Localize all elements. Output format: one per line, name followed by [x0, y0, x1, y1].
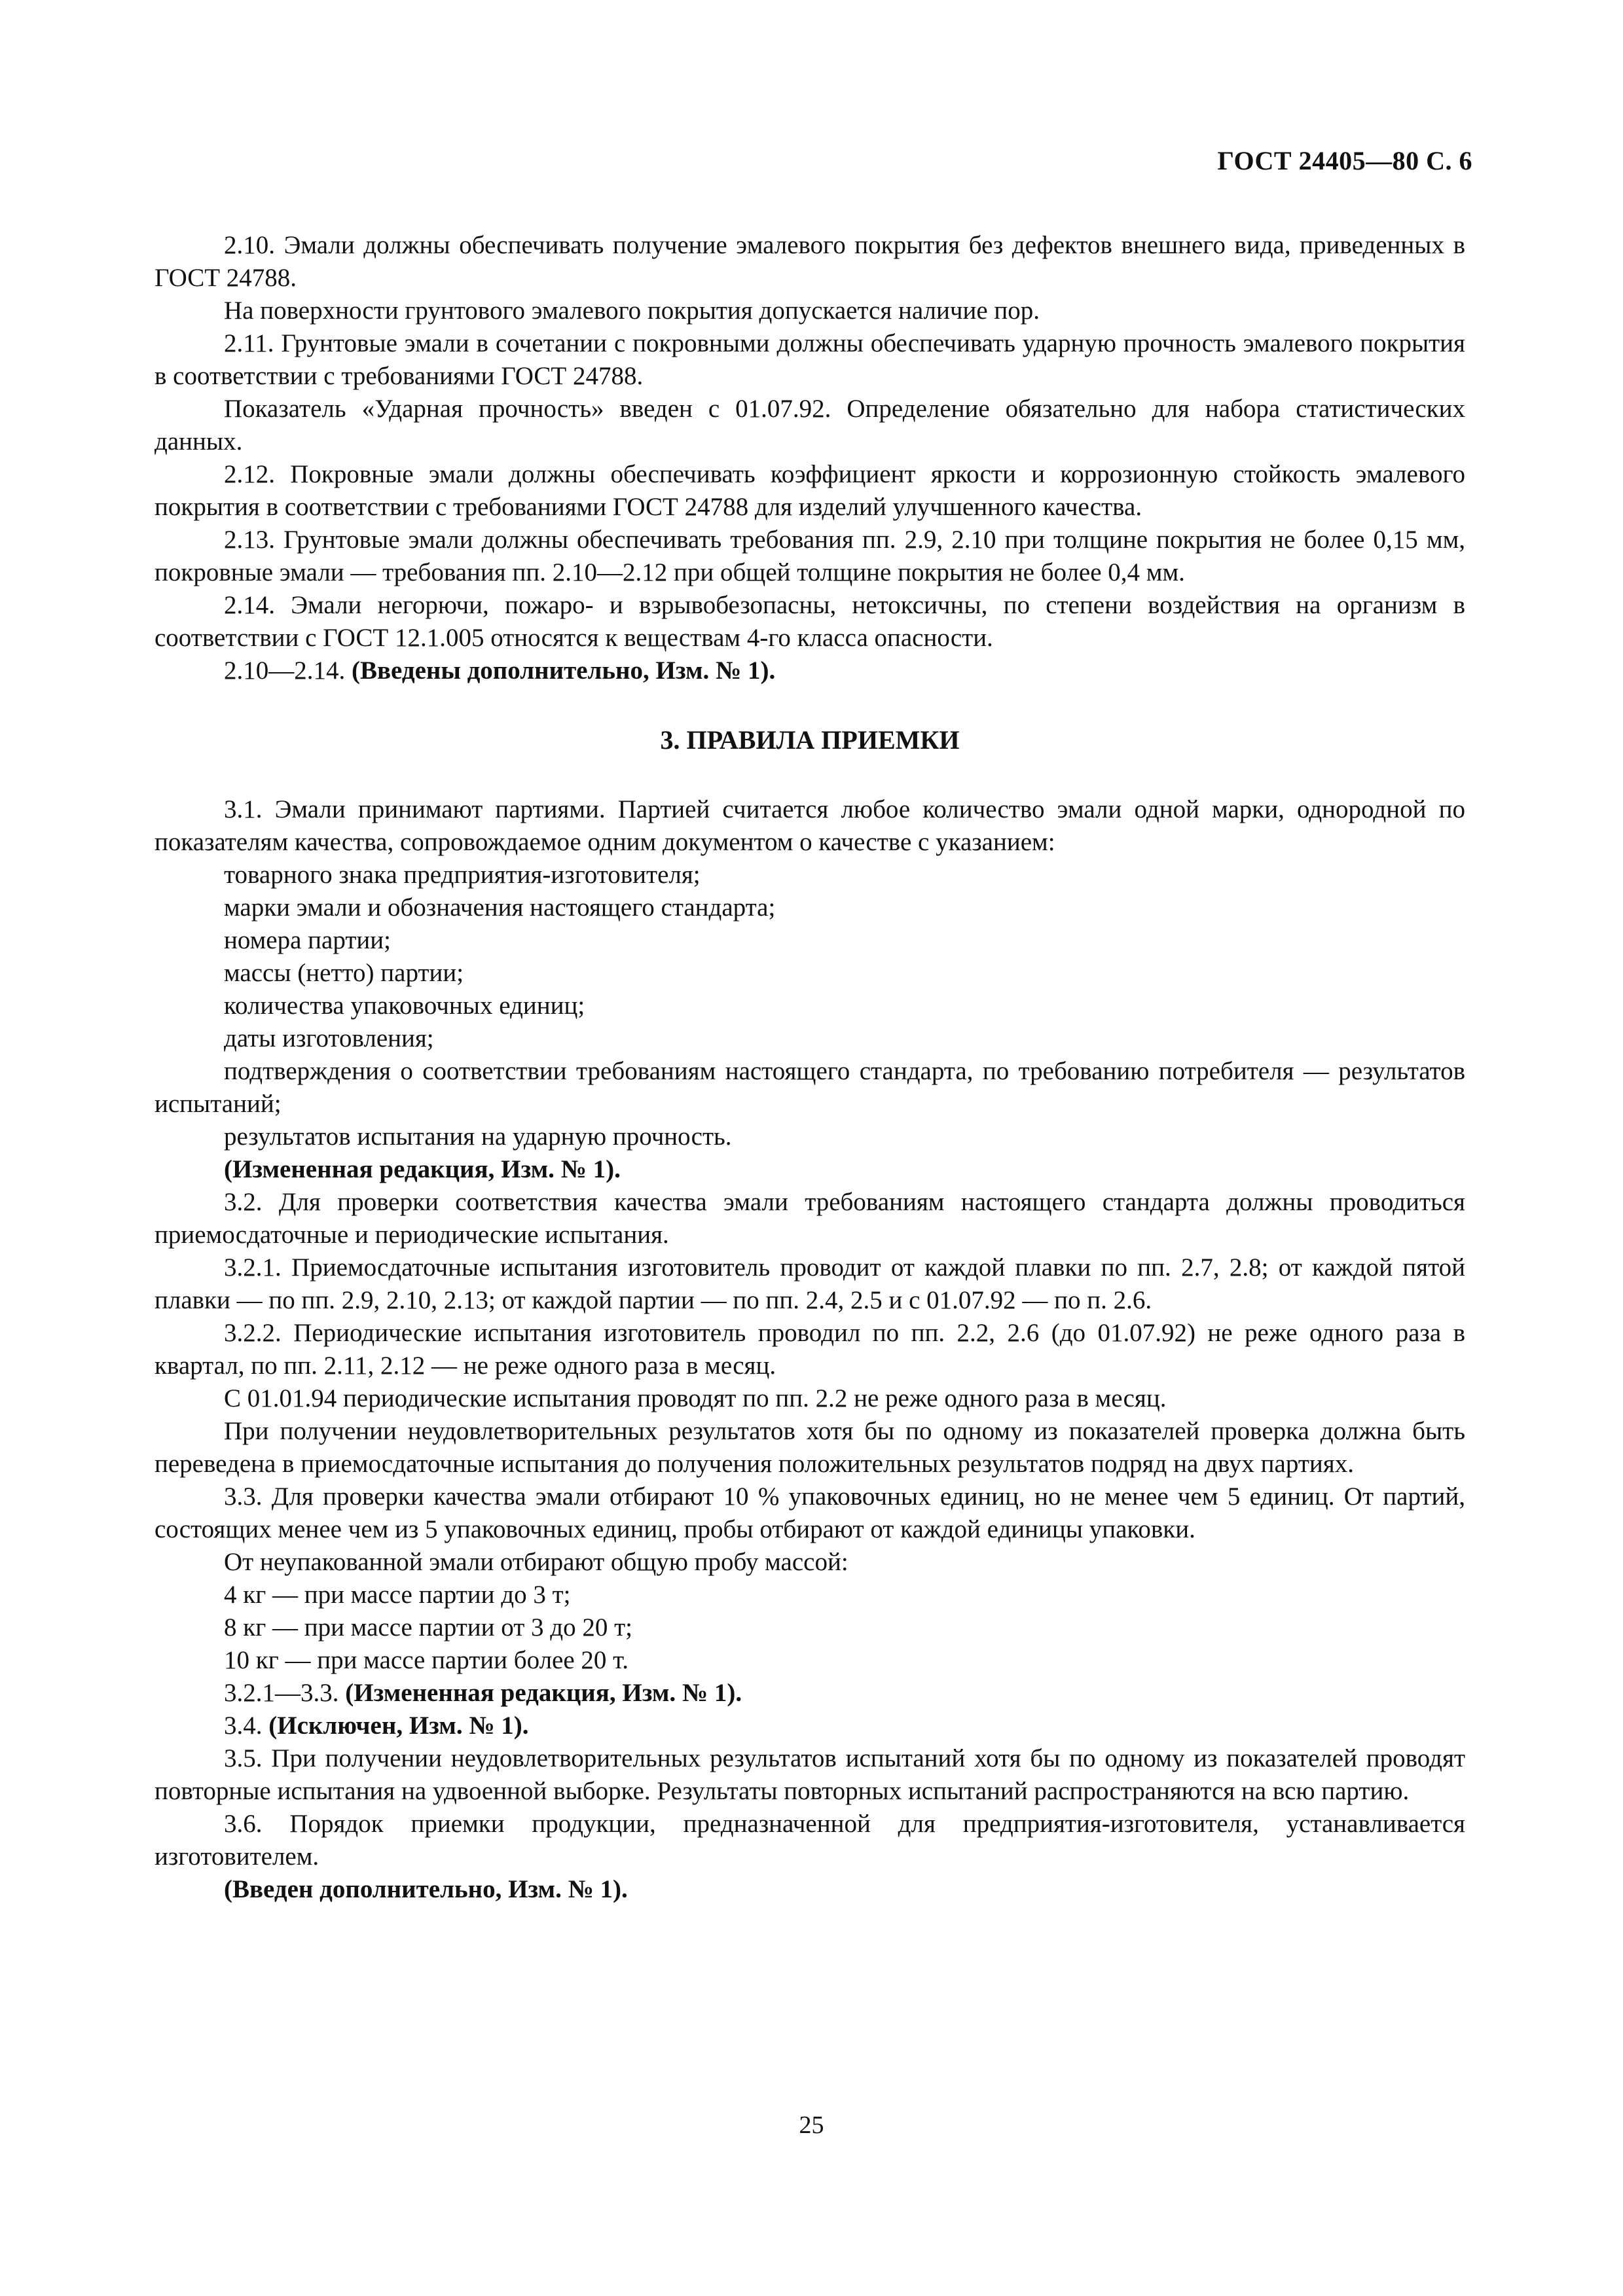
- list-item: количества упаковочных единиц;: [224, 992, 585, 1020]
- amendment-3-1: (Измененная редакция, Изм. № 1).: [224, 1155, 621, 1183]
- list-item: 10 кг — при массе партии более 20 т.: [224, 1646, 629, 1674]
- list-item: результатов испытания на ударную прочность.: [224, 1122, 732, 1151]
- paragraph-2-11-note: Показатель «Ударная прочность» введен с 01.07.92. Определение обязательно для набора статистических данных.: [155, 395, 1465, 456]
- paragraph-3-2: 3.2. Для проверки соответствия качества эмали требованиям настоящего стандарта должны проводиться приемосдаточные и периодические испытания.: [155, 1188, 1465, 1249]
- amendment-2-10-2-14: [155, 655, 1465, 687]
- paragraph-3-1: 3.1. Эмали принимают партиями. Партией считается любое количество эмали одной марки, однородной по показателям качества, сопровождаемое одним документом о качестве с указанием:: [155, 795, 1465, 856]
- amendment-note: (Введены дополнительно, Изм. № 1).: [352, 656, 776, 685]
- list-item: номера партии;: [224, 926, 391, 954]
- section-title: 3. ПРАВИЛА ПРИЕМКИ: [660, 725, 960, 755]
- paragraph-3-3: 3.3. Для проверки качества эмали отбирают 10 % упаковочных единиц, но не менее чем 5 единиц. От партий, состоящих менее чем из 5 упаковочных единиц, пробы отбирают от каждой единицы упаковки.: [155, 1482, 1465, 1543]
- paragraph-3-2-2-c: При получении неудовлетворительных результатов хотя бы по одному из показателей проверка должна быть переведена в приемосдаточные испытания до получения положительных результатов подряд на двух партиях.: [155, 1417, 1465, 1478]
- paragraph-2-11: 2.11. Грунтовые эмали в сочетании с покровными должны обеспечивать ударную прочность эмалевого покрытия в соответствии с требованиями ГОСТ 24788.: [155, 329, 1465, 390]
- list-item: марки эмали и обозначения настоящего стандарта;: [224, 893, 776, 922]
- paragraph-3-2-1: 3.2.1. Приемосдаточные испытания изготовитель проводит от каждой плавки по пп. 2.7, 2.8; от каждой пятой плавки — по пп. 2.9, 2.10, 2.13; от каждой партии — по пп. 2.4, 2.5 и с 01.07.92 — по п. 2.6.: [155, 1253, 1465, 1314]
- paragraph-2-10-pores: На поверхности грунтового эмалевого покрытия допускается наличие пор.: [224, 296, 1040, 325]
- list-item: массы (нетто) партии;: [224, 959, 464, 987]
- paragraph-3-4: [155, 1710, 1465, 1742]
- list-item: даты изготовления;: [224, 1024, 434, 1052]
- paragraph-3-3-b: От неупакованной эмали отбирают общую пробу массой:: [224, 1548, 848, 1576]
- paragraph-3-2-2-b: С 01.01.94 периодические испытания проводят по пп. 2.2 не реже одного раза в месяц.: [224, 1384, 1167, 1412]
- paragraph-3-5: 3.5. При получении неудовлетворительных результатов испытаний хотя бы по одному из показателей проводят повторные испытания на удвоенной выборке. Результаты повторных испытаний распространяются на всю партию.: [155, 1744, 1465, 1805]
- amendment-prefix: 2.10—2.14.: [224, 656, 352, 685]
- amendment-3-6: (Введен дополнительно, Изм. № 1).: [224, 1875, 628, 1903]
- paragraph-2-13: 2.13. Грунтовые эмали должны обеспечивать требования пп. 2.9, 2.10 при толщине покрытия не более 0,15 мм, покровные эмали — требования пп. 2.10—2.12 при общей толщине покрытия не более 0,4 мм.: [155, 526, 1465, 586]
- paragraph-2-10: 2.10. Эмали должны обеспечивать получение эмалевого покрытия без дефектов внешнего вида, приведенных в ГОСТ 24788.: [155, 231, 1465, 292]
- list-item: подтверждения о соответствии требованиям настоящего стандарта, по требованию потребителя — результатов испытаний;: [155, 1057, 1465, 1118]
- document-body: [155, 229, 1465, 1906]
- paragraph-3-2-2: 3.2.2. Периодические испытания изготовитель проводил по пп. 2.2, 2.6 (до 01.07.92) не реже одного раза в квартал, по пп. 2.11, 2.12 — не реже одного раза в месяц.: [155, 1319, 1465, 1380]
- list-item: 8 кг — при массе партии от 3 до 20 т;: [224, 1613, 633, 1641]
- paragraph-2-12: 2.12. Покровные эмали должны обеспечивать коэффициент яркости и коррозионную стойкость эмалевого покрытия в соответствии с требованиями ГОСТ 24788 для изделий улучшенного качества.: [155, 460, 1465, 521]
- page-header: ГОСТ 24405—80 С. 6: [1217, 146, 1472, 175]
- amendment-note: (Исключен, Изм. № 1).: [268, 1712, 529, 1740]
- amendment-3-2-1-3-3: [155, 1677, 1465, 1710]
- amendment-prefix: 3.2.1—3.3.: [224, 1679, 346, 1707]
- page-number: 25: [799, 2111, 824, 2139]
- paragraph-3-6: 3.6. Порядок приемки продукции, предназначенной для предприятия-изготовителя, устанавливается изготовителем.: [155, 1810, 1465, 1871]
- paragraph-prefix: 3.4.: [224, 1712, 269, 1740]
- paragraph-2-14: 2.14. Эмали негорючи, пожаро- и взрывобезопасны, нетоксичны, по степени воздействия на организм в соответствии с ГОСТ 12.1.005 относятся к веществам 4-го класса опасности.: [155, 591, 1465, 652]
- list-item: товарного знака предприятия-изготовителя;: [224, 861, 701, 889]
- list-item: 4 кг — при массе партии до 3 т;: [224, 1581, 571, 1609]
- amendment-note: (Измененная редакция, Изм. № 1).: [345, 1679, 742, 1707]
